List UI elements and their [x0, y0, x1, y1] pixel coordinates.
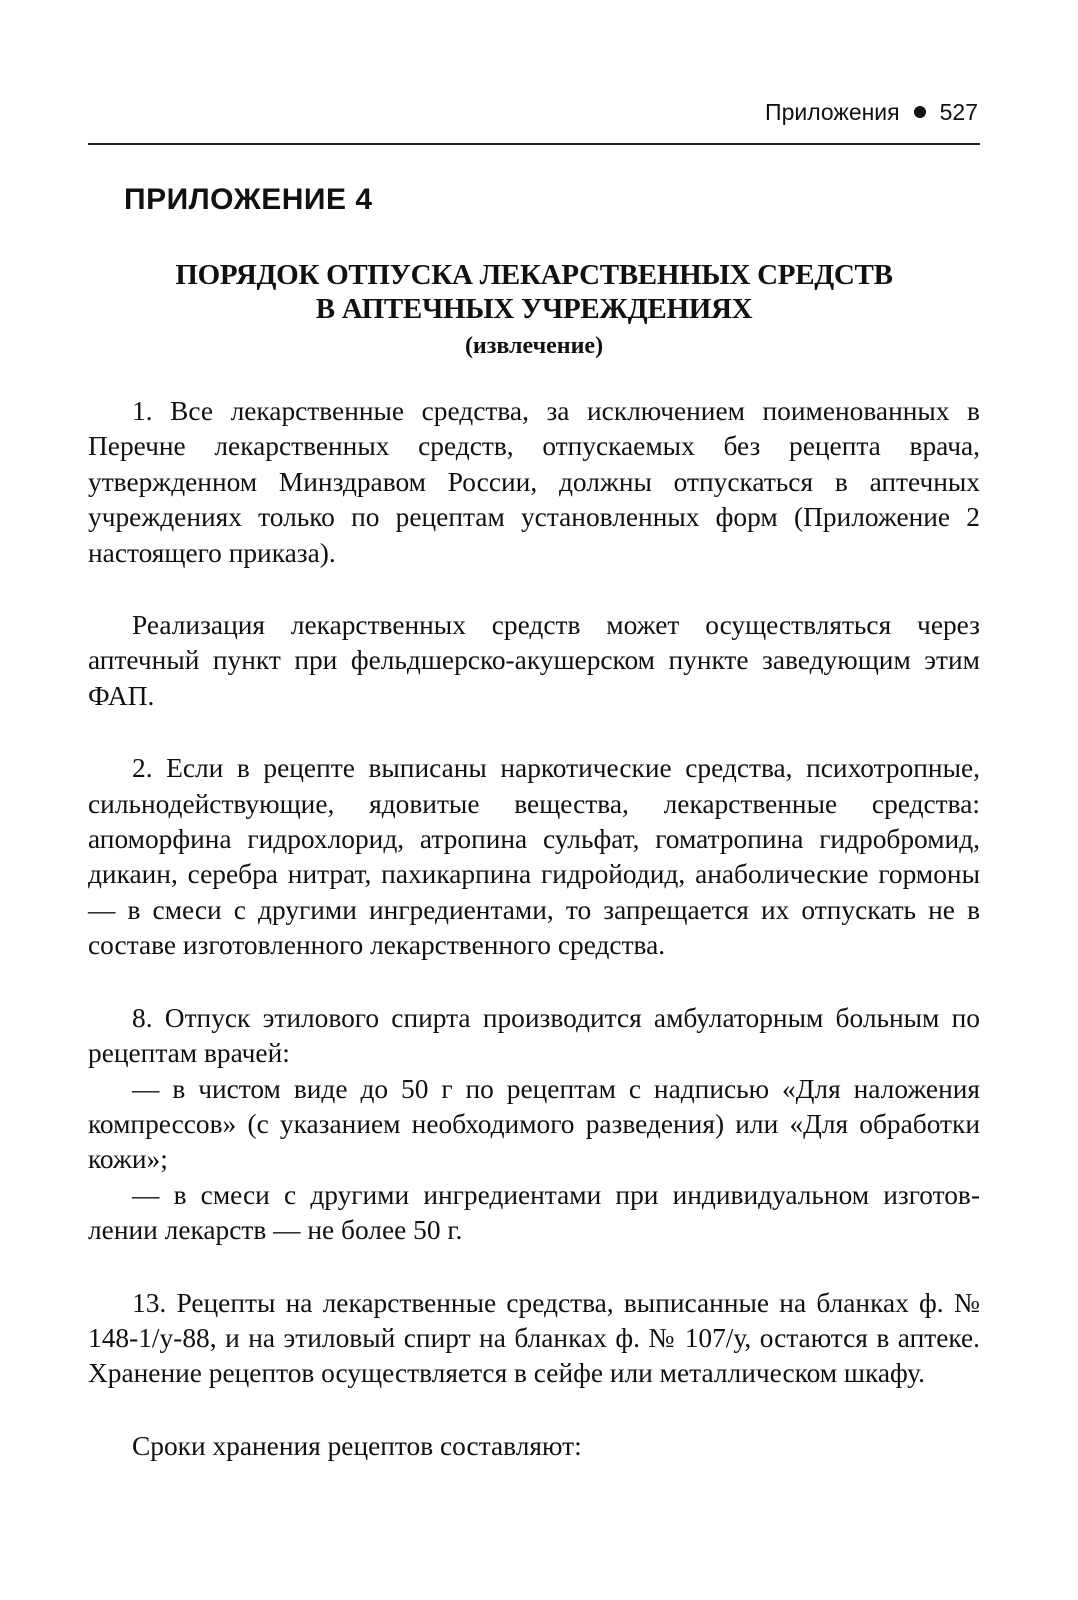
- bullet-icon: [914, 106, 926, 118]
- paragraph-1: 1. Все лекарственные средства, за исключением поименованных в Перечне лекарственных средств, отпускаемых без рецепта врача, утвержденном Минздравом России, должны отпускаться в аптечных учреждениях только по рецептам установленных форм (Приложение 2 настоящего приказа).: [88, 396, 980, 568]
- paragraph-7: 13. Рецепты на лекарственные средства, выписанные на бланках ф. № 148-1/у-88, и на этиловый спирт на бланках ф. № 107/у, остаются в аптеке. Хранение рецептов осуществляется в сейфе или металлическом шкафу.: [88, 1287, 980, 1389]
- paragraph-2: Реализация лекарственных средств может осуществляться через аптечный пункт при фельдшерско-акушерском пункте заведующим этим ФАП.: [88, 610, 980, 711]
- paragraph-6: — в смеси с другими ингредиентами при индивидуальном изготовлении лекарств — не более 50 г.: [88, 1179, 980, 1246]
- running-header: [88, 98, 978, 140]
- paragraph-5: — в чистом виде до 50 г по рецептам с надписью «Для наложения компрессов» (с указанием необходимого разведения) или «Для обработки кожи»;: [88, 1073, 980, 1175]
- paragraph-8: Сроки хранения рецептов составляют:: [132, 1430, 582, 1461]
- appendix-label: ПРИЛОЖЕНИЕ 4: [124, 183, 373, 216]
- page-number: 527: [939, 99, 978, 126]
- paragraph-3: 2. Если в рецепте выписаны наркотические средства, психотропные, сильнодействующие, ядовитые вещества, лекарственные средства: апоморфина гидрохлорид, атропина сульфат, гоматропина гидробромид, дикаин, серебра нитрат, пахикарпина гидройодид, анаболические гормоны — в смеси с другими ингредиентами, то запрещается их отпускать не в составе изготовленного лекарственного средства.: [88, 753, 980, 961]
- header-section-title: Приложения: [765, 99, 900, 126]
- title-line-1: ПОРЯДОК ОТПУСКА ЛЕКАРСТВЕННЫХ СРЕДСТВ: [175, 259, 893, 291]
- body-text: [88, 394, 980, 1464]
- document-title: [88, 258, 980, 366]
- header-divider: [88, 143, 980, 145]
- title-subtitle: (извлечение): [464, 333, 604, 359]
- title-line-2: В АПТЕЧНЫХ УЧРЕЖДЕНИЯХ: [315, 293, 753, 325]
- paragraph-4: 8. Отпуск этилового спирта производится амбулаторным больным по рецептам врачей:: [88, 1002, 980, 1069]
